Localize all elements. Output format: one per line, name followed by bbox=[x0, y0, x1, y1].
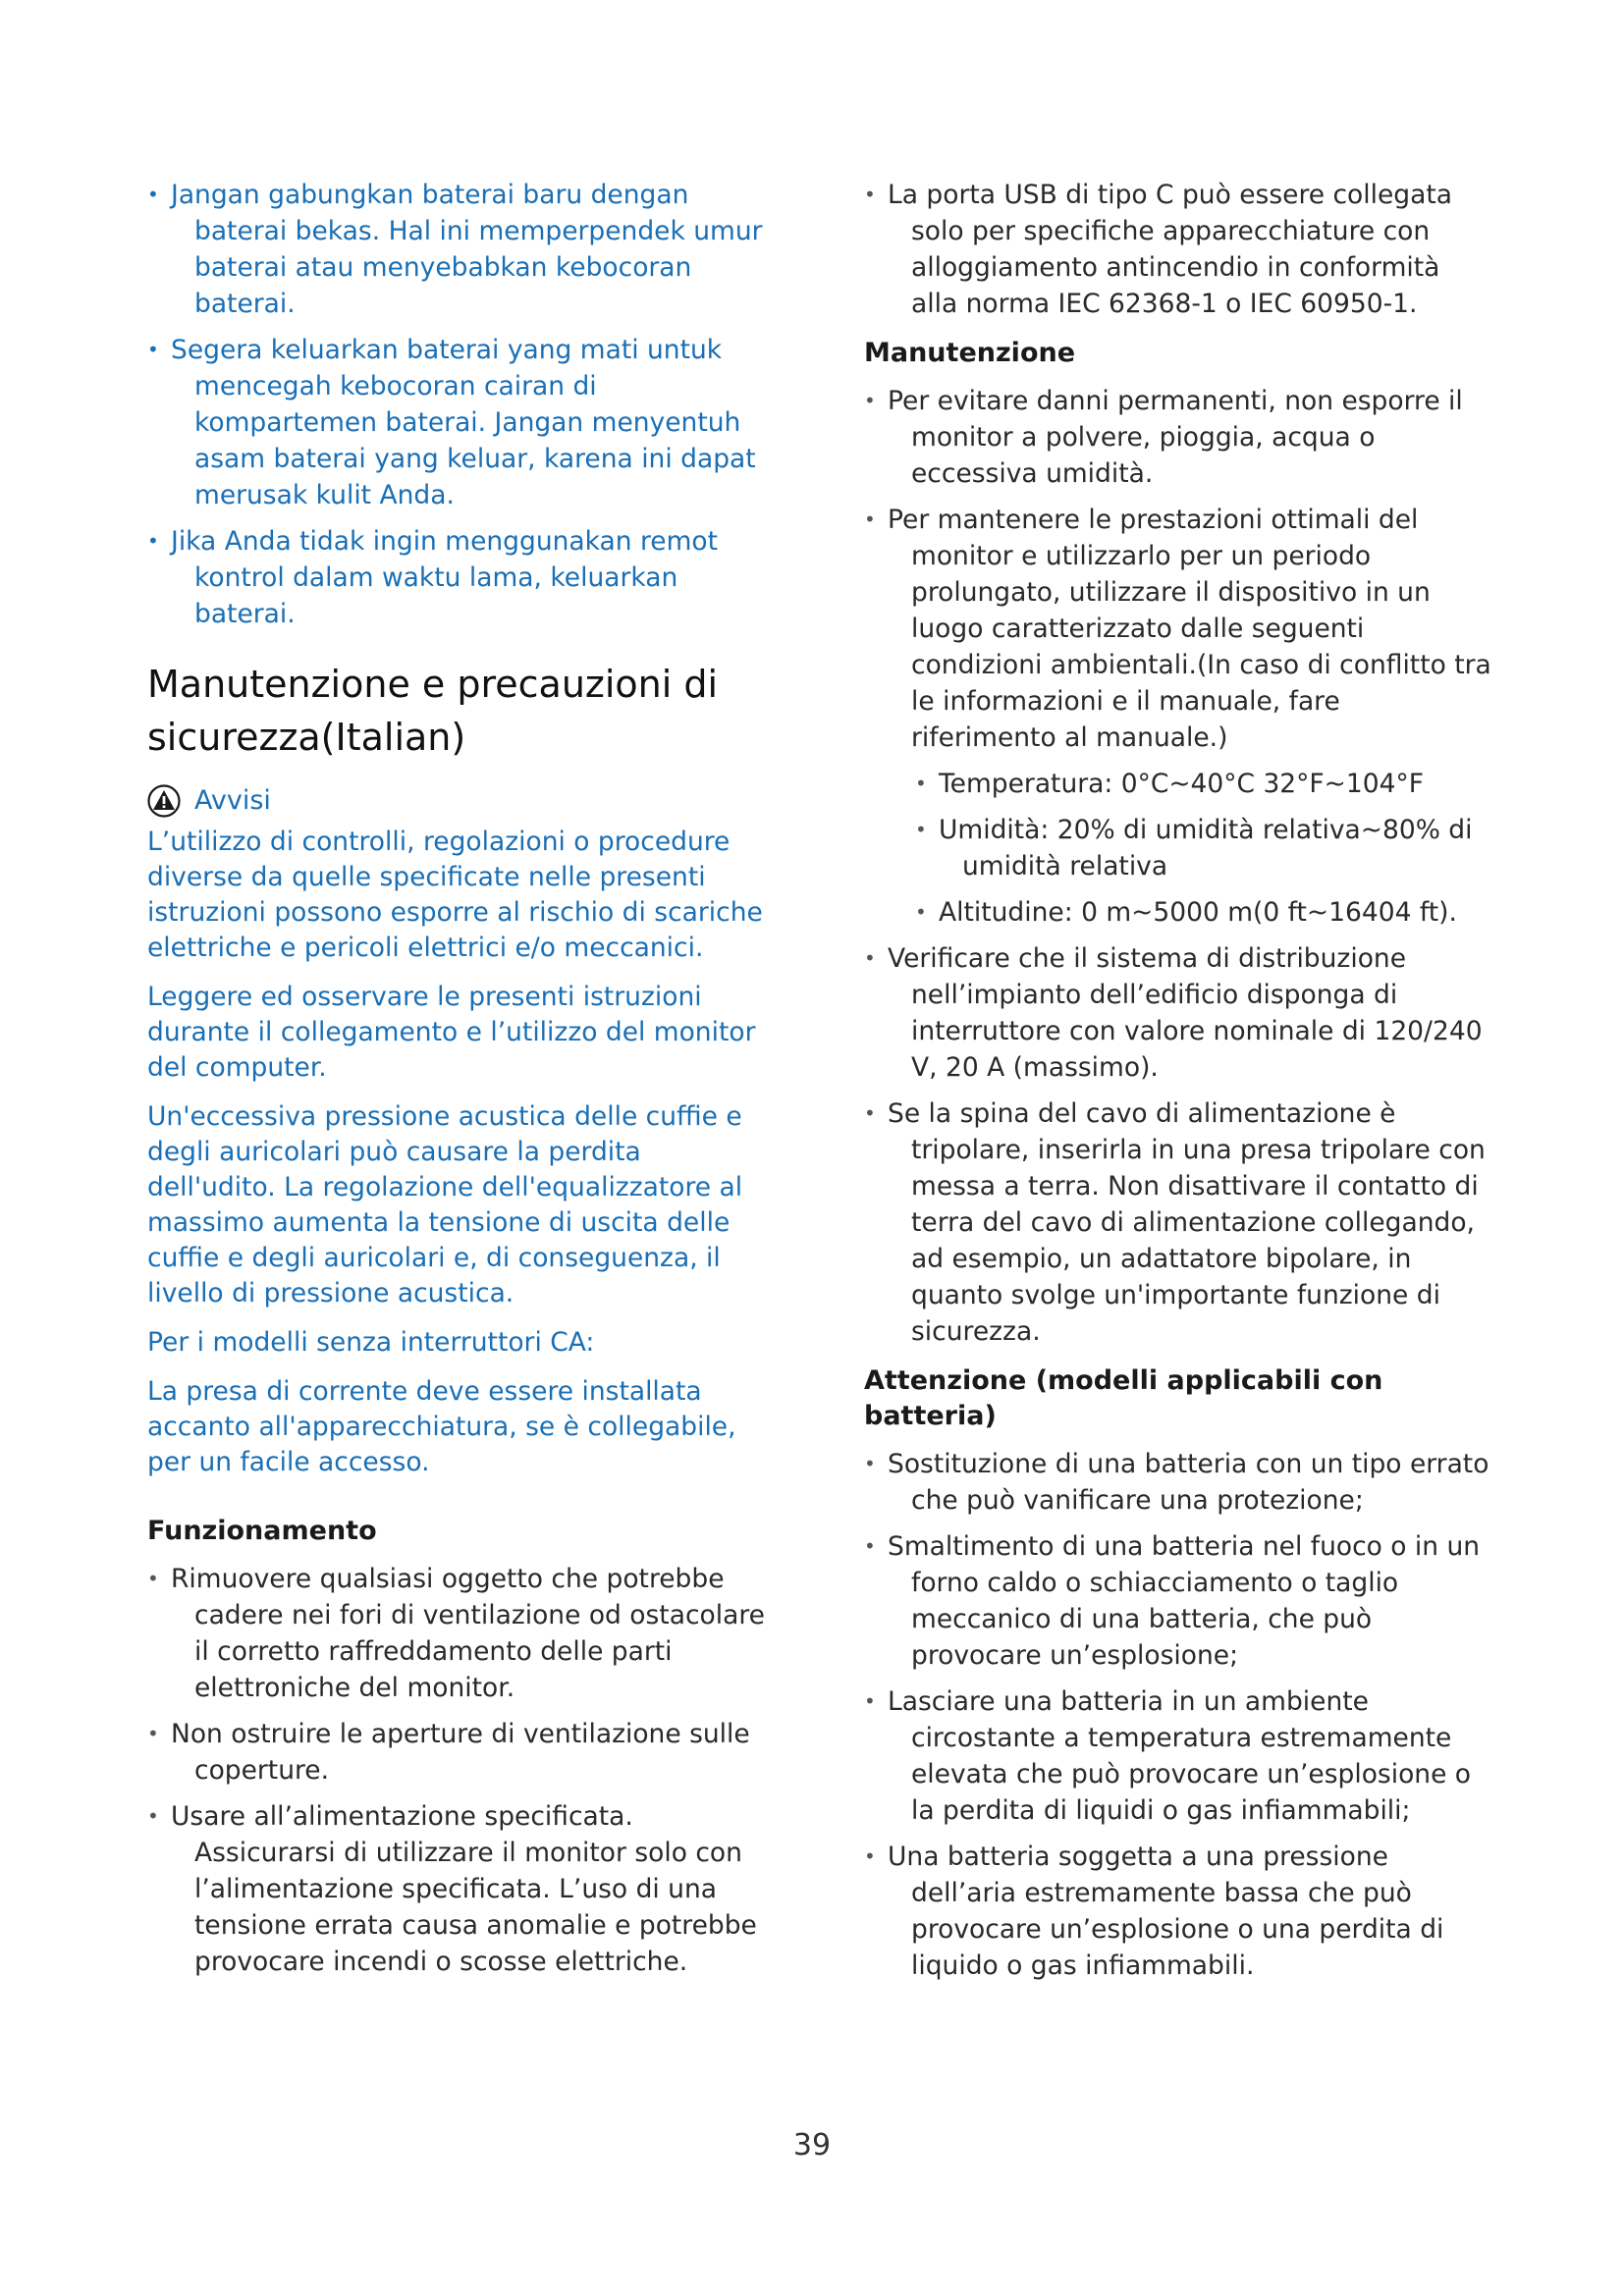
list-item: • Jika Anda tidak ingin menggunakan remot kontrol dalam waktu lama, keluarkan baterai. bbox=[147, 523, 776, 632]
warning-paragraph: Un'eccessiva pressione acustica delle cuffie e degli auricolari può causare la perdita dell'udito. La regolazione dell'equalizzatore al massimo aumenta la tensione di uscita delle cuffie e degli auricolari e, di conseguenza, il livello di pressione acustica. bbox=[147, 1101, 743, 1308]
list-item: • Usare all’alimentazione specificata. Assicurarsi di utilizzare il monitor solo con l’alimentazione specificata. L’uso di una tensione errata causa anomalie e potrebbe provocare incendi o scosse elettriche. bbox=[147, 1798, 776, 1980]
list-item: • Rimuovere qualsiasi oggetto che potrebbe cadere nei fori di ventilazione od ostacolare il corretto raffreddamento delle parti elettroniche del monitor. bbox=[147, 1561, 776, 1706]
left-column bbox=[147, 177, 776, 1990]
operation-heading: Funzionamento bbox=[147, 1516, 377, 1546]
warning-paragraph: Leggere ed osservare le presenti istruzioni durante il collegamento e l’utilizzo del monitor del computer. bbox=[147, 982, 756, 1083]
list-item: • Segera keluarkan baterai yang mati untuk mencegah kebocoran cairan di kompartemen baterai. Jangan menyentuh asam baterai yang keluar, karena ini dapat merusak kulit Anda. bbox=[147, 332, 776, 513]
warning-paragraph: Per i modelli senza interruttori CA: bbox=[147, 1327, 595, 1358]
section-title: Manutenzione e precauzioni di sicurezza(Italian) bbox=[147, 663, 719, 759]
list-item: • Non ostruire le aperture di ventilazione sulle coperture. bbox=[147, 1716, 776, 1789]
right-column bbox=[864, 177, 1492, 1994]
list-item: • Sostituzione di una batteria con un tipo errato che può vanificare una protezione; bbox=[864, 1446, 1492, 1519]
warning-paragraph: La presa di corrente deve essere installata accanto all'apparecchiatura, se è collegabile, per un facile accesso. bbox=[147, 1376, 736, 1477]
warnings-heading bbox=[147, 783, 776, 819]
list-item: • Jangan gabungkan baterai baru dengan baterai bekas. Hal ini memperpendek umur baterai atau menyebabkan kebocoran baterai. bbox=[147, 177, 776, 322]
warnings-label: Avvisi bbox=[194, 785, 271, 816]
operation-list bbox=[147, 1561, 776, 1980]
warning-paragraph: L’utilizzo di controlli, regolazioni o procedure diverse da quelle specificate nelle presenti istruzioni possono esporre al rischio di scariche elettriche e pericoli elettrici e/o meccanici. bbox=[147, 827, 763, 963]
environment-conditions-list bbox=[915, 766, 1492, 931]
page-number: 39 bbox=[792, 2128, 832, 2163]
list-item: • La porta USB di tipo C può essere collegata solo per specifiche apparecchiature con alloggiamento antincendio in conformità alla norma IEC 62368-1 o IEC 60950-1. bbox=[864, 177, 1492, 322]
list-item: • Smaltimento di una batteria nel fuoco o in un forno caldo o schiacciamento o taglio meccanico di una batteria, che può provocare un’esplosione; bbox=[864, 1528, 1492, 1674]
list-item: • Temperatura: 0°C~40°C 32°F~104°F bbox=[915, 766, 1492, 802]
maintenance-list bbox=[864, 383, 1492, 756]
list-item: • Altitudine: 0 m~5000 m(0 ft~16404 ft). bbox=[915, 894, 1492, 931]
list-item: • Lasciare una batteria in un ambiente circostante a temperatura estremamente elevata che può provocare un’esplosione o la perdita di liquidi o gas infiammabili; bbox=[864, 1683, 1492, 1829]
battery-list bbox=[147, 177, 776, 632]
list-item: • Per mantenere le prestazioni ottimali del monitor e utilizzarlo per un periodo prolungato, utilizzare il dispositivo in un luogo caratterizzato dalle seguenti condizioni ambientali.(In caso di conflitto tra le informazioni e il manuale, fare riferimento al manuale.) bbox=[864, 502, 1492, 756]
list-item: • Per evitare danni permanenti, non esporre il monitor a polvere, pioggia, acqua o eccessiva umidità. bbox=[864, 383, 1492, 492]
attention-heading: Attenzione (modelli applicabili con batteria) bbox=[864, 1365, 1383, 1431]
list-item: • Verificare che il sistema di distribuzione nell’impianto dell’edificio disponga di interruttore con valore nominale di 120/240 V, 20 A (massimo). bbox=[864, 940, 1492, 1086]
list-item: • Una batteria soggetta a una pressione dell’aria estremamente bassa che può provocare un’esplosione o una perdita di liquido o gas infiammabili. bbox=[864, 1839, 1492, 1984]
maintenance-list-continued bbox=[864, 940, 1492, 1350]
list-item: • Se la spina del cavo di alimentazione è tripolare, inserirla in una presa tripolare con messa a terra. Non disattivare il contatto di terra del cavo di alimentazione collegando, ad esempio, un adattatore bipolare, in quanto svolge un'importante funzione di sicurezza. bbox=[864, 1095, 1492, 1350]
attention-list bbox=[864, 1446, 1492, 1984]
list-item: • Umidità: 20% di umidità relativa~80% di umidità relativa bbox=[915, 812, 1492, 884]
usb-list bbox=[864, 177, 1492, 322]
maintenance-heading: Manutenzione bbox=[864, 338, 1076, 368]
warning-triangle-icon bbox=[147, 784, 181, 818]
